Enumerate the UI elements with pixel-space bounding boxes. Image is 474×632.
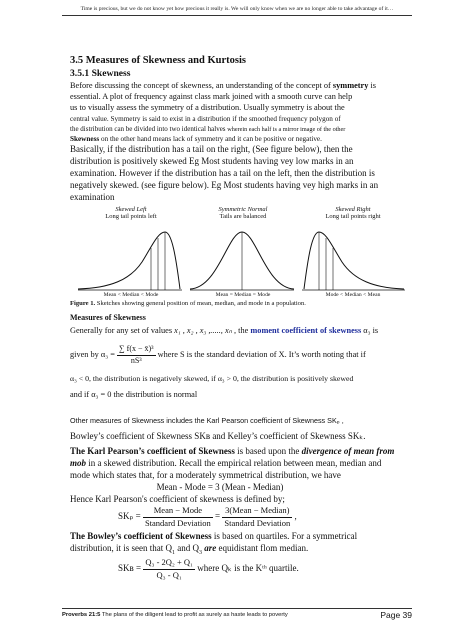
- paragraph-line: Before discussing the concept of skewness, an understanding of the concept of symmetry is: [70, 81, 376, 90]
- paragraph-line: The Karl Pearson’s coefficient of Skewness is based upon the divergence of mean from: [70, 446, 395, 456]
- figure-caption: Figure 1. Sketches showing general position of mean, median, and mode in a population.: [70, 300, 306, 307]
- header-divider: [62, 15, 412, 16]
- moment-formula-line: given by α₃ = $\frac{\text{∑ f(x − x̄)³}}{\text{nS³}}$ where S is the standard deviation of X. It’s worth noting that if: [70, 344, 366, 365]
- section-title: 3.5 Measures of Skewness and Kurtosis: [70, 55, 246, 66]
- panel-title: Symmetric Normal Tails are balanced: [218, 206, 268, 220]
- panel-title: Skewed Right Long tail points right: [325, 206, 381, 220]
- moment-formula: $\frac{\text{∑ f(x − x̄)³}}{\text{nS³}}$: [118, 344, 154, 365]
- skewness-figure: [70, 206, 405, 306]
- subsection-title: 3.5.1 Skewness: [70, 68, 131, 79]
- paragraph-line: and if α₃ = 0 the distribution is normal: [70, 390, 198, 399]
- paragraph-line: us to visually assess the symmetry of a distribution. Usually symmetry is about the: [70, 103, 345, 112]
- paragraph-line: Bowley’s coefficient of Skewness SKʙ and Kelley’s coefficient of Skewness SKₖ.: [70, 431, 366, 441]
- panel-order-label: Mode < Median < Mean: [325, 292, 381, 298]
- paragraph-line: examination. However if the distribution has a tail on the left, then the distribution is: [70, 168, 375, 178]
- panel-order-label: Mean < Median < Mode: [103, 292, 159, 298]
- paragraph-line: the distribution can be divided into two identical halves wherein each half is a mirror image of the other: [70, 125, 346, 133]
- paragraph-line: α₃ < 0, the distribution is negatively skewed, if α₃ > 0, the distribution is positively skewed: [70, 374, 354, 383]
- paragraph-line: Generally for any set of values x₁ , x₂ , x₃ ,....., xₙ , the moment coefficient of skewness α₃ is: [70, 326, 379, 335]
- paragraph-line: The Bowley’s coefficient of Skewness is based on quartiles. For a symmetrical: [70, 531, 358, 541]
- measures-heading: Measures of Skewness: [70, 313, 146, 322]
- paragraph-line: negatively skewed. (see figure below). Eg Most students having vey high marks in an: [70, 180, 379, 190]
- empirical-relation: Mean - Mode = 3 (Mean - Median): [156, 482, 284, 492]
- skewed-left-curve: [78, 232, 182, 290]
- paragraph-line: Basically, if the distribution has a tail on the right, (See figure below), then the: [70, 144, 353, 154]
- paragraph-line: Skewness on the other hand means lack of symmetry and it can be positive or negative.: [70, 135, 322, 143]
- paragraph-line: essential. A plot of frequency against class mark joined with a smooth curve can help: [70, 92, 353, 101]
- paragraph-line: distribution, it is seen that $Q_1$ and $Q_3$ are equidistant flom median.: [70, 543, 309, 556]
- paragraph-line: Hence Karl Pearson's coefficient of skewness is defined by;: [70, 494, 285, 504]
- skewed-right-curve: [302, 232, 405, 290]
- bowley-formula: SKʙ = $\frac{\text{Q₃ - 2Q₂ + Q₁}}{\text{Q₃ - Q₁}}$ where Qₖ is the Kᵗʰ quartile.: [118, 557, 299, 580]
- page-header: Time is precious, but we do not know yet how precious it really is. We will only know when we are no longer able to take advantage of it…: [80, 6, 394, 12]
- paragraph-line: distribution is positively skewed Eg Most students having vey low marks in an: [70, 156, 354, 166]
- paragraph-line: mode which states that, for a moderately symmetrical distribution, we have: [70, 470, 341, 480]
- paragraph-line: mob in a skewed distribution. Recall the empirical relation between mean, median and: [70, 458, 382, 468]
- page-footer: Proverbs 21:5 The plans of the diligent lead to profit as surely as haste leads to poverty: [62, 612, 288, 618]
- pearson-formula: SKₚ = $\frac{\text{Mean − Mode}}{\text{Standard Deviation}}$ = $\frac{\text{3(Mean − Median)}}{\text{Standard Deviation}}$ ,: [118, 505, 297, 528]
- paragraph-line: examination: [70, 192, 115, 202]
- page-number: Page 39: [380, 610, 412, 620]
- panel-order-label: Mean = Median = Mode: [215, 292, 271, 298]
- paragraph-line: central value. Symmetry is said to exist in a distribution if the smoothed frequency polygon of: [70, 115, 341, 123]
- footer-divider: [62, 608, 412, 609]
- paragraph-line: Other measures of Skewness includes the Karl Pearson coefficient of Skewness SKₚ ,: [70, 416, 344, 425]
- symmetric-normal-curve: [190, 232, 294, 290]
- panel-title: Skewed Left Long tail points left: [105, 206, 157, 220]
